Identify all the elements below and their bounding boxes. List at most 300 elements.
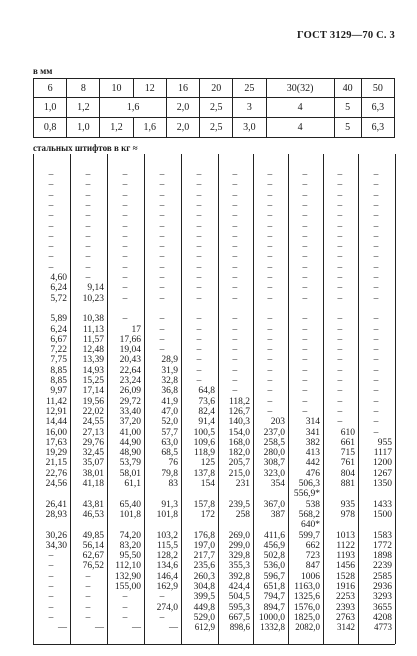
mass-value: 5,72 <box>50 293 67 304</box>
mass-value: – <box>159 231 165 242</box>
mass-value: 9,97 <box>50 386 67 397</box>
mass-value: – <box>373 180 379 191</box>
mass-value: 91,4 <box>198 417 215 428</box>
mass-value: 1000,0 <box>258 612 285 623</box>
mass-value: – <box>159 262 165 273</box>
mass-value: – <box>232 180 238 191</box>
mass-value: – <box>232 170 238 180</box>
footer-value: — <box>95 622 104 633</box>
mass-value: – <box>267 231 273 242</box>
mass-value: 83,20 <box>119 540 141 551</box>
mass-value: – <box>159 314 165 325</box>
footer-value: — <box>169 622 178 633</box>
mass-value: 392,8 <box>228 571 250 582</box>
mass-value: – <box>196 231 202 242</box>
mass-value: 2585 <box>373 571 392 582</box>
mass-value: 7,22 <box>50 345 67 356</box>
mass-value: – <box>373 231 379 242</box>
mass-value: 140,3 <box>228 417 250 428</box>
mass-value: – <box>302 345 308 356</box>
mass-value: – <box>196 170 202 180</box>
mass-value: – <box>232 345 238 356</box>
column-divider <box>395 154 396 644</box>
mass-value: – <box>159 180 165 191</box>
mass-value: – <box>232 200 238 211</box>
mass-value: 10,23 <box>82 293 104 304</box>
mass-value: 115,5 <box>156 540 178 551</box>
mass-value: – <box>302 170 308 180</box>
mass-value: – <box>302 386 308 397</box>
mass-value: – <box>267 221 273 232</box>
mass-value: 715 <box>340 448 355 459</box>
mass-value: 32,45 <box>82 448 104 459</box>
mass-value: – <box>267 396 273 407</box>
mass-value: 118,2 <box>228 396 250 407</box>
mass-value: – <box>302 334 308 345</box>
mass-value: 367,0 <box>263 499 285 510</box>
footer-value: — <box>58 622 67 633</box>
mass-value: 17 <box>131 324 141 335</box>
mass-value: – <box>232 252 238 263</box>
table-cell: 16 <box>166 79 199 98</box>
mass-value: 274,0 <box>156 602 178 613</box>
mass-value: – <box>85 242 91 253</box>
dimensions-table <box>33 78 395 138</box>
mass-value: 8,85 <box>50 376 67 386</box>
mass-value: – <box>337 365 343 376</box>
mass-value: 502,8 <box>263 551 285 562</box>
mass-value: 91,3 <box>161 499 178 510</box>
mass-value: 2239 <box>373 561 392 572</box>
mass-value: – <box>337 417 343 428</box>
mass-value: 529,0 <box>193 612 215 623</box>
mass-value: – <box>196 221 202 232</box>
mass-value: – <box>302 396 308 407</box>
mass-value: – <box>337 180 343 191</box>
mass-value: 95,50 <box>119 551 141 562</box>
mass-value: – <box>122 200 128 211</box>
mass-value: – <box>267 211 273 222</box>
mass-value: 354 <box>270 479 285 489</box>
mass-value: 1200 <box>373 458 392 469</box>
mass-value: – <box>302 324 308 335</box>
mass-value: 22,76 <box>45 468 67 479</box>
mass-value: – <box>122 592 128 603</box>
mass-value: – <box>85 221 91 232</box>
mass-value: 568,2 <box>298 509 320 520</box>
mass-value: 24,56 <box>45 479 67 489</box>
mass-value: – <box>337 376 343 386</box>
mass-value: – <box>337 221 343 232</box>
mass-value: 10,38 <box>82 314 104 325</box>
mass-value: 17,63 <box>45 437 67 448</box>
mass-value: – <box>373 417 379 428</box>
mass-value: 449,8 <box>193 602 215 613</box>
mass-value: – <box>302 211 308 222</box>
mass-value: 82,4 <box>198 406 215 417</box>
mass-value: 28,9 <box>161 355 178 366</box>
mass-value: 203 <box>270 417 285 428</box>
table-cell: 12 <box>133 79 166 98</box>
mass-value: 231 <box>235 479 250 489</box>
mass-value: – <box>48 242 54 253</box>
mass-value: 47,0 <box>161 406 178 417</box>
mass-value: – <box>159 334 165 345</box>
mass-value: – <box>48 582 54 592</box>
mass-value: – <box>159 273 165 283</box>
mass-value: 387 <box>270 509 285 520</box>
mass-value: 118,9 <box>193 448 215 459</box>
mass-value: – <box>122 170 128 180</box>
mass-value: – <box>267 180 273 191</box>
mass-value: – <box>85 211 91 222</box>
mass-value: – <box>302 190 308 201</box>
mass-value: 413 <box>305 448 320 459</box>
table-cell: 1,2 <box>100 118 133 138</box>
mass-value: 847 <box>305 561 320 572</box>
radius-row <box>34 118 395 138</box>
mass-value: – <box>302 283 308 294</box>
mass-value: – <box>337 200 343 211</box>
table-cell: 5 <box>334 98 361 118</box>
mass-value: 4,60 <box>50 273 67 283</box>
mass-value: – <box>337 314 343 325</box>
mass-value: 49,85 <box>82 530 104 541</box>
mass-value: 955 <box>377 437 392 448</box>
mass-value: 19,04 <box>119 345 141 356</box>
mass-value: – <box>302 262 308 273</box>
mass-value: – <box>48 551 54 562</box>
mass-value: 146,4 <box>156 571 178 582</box>
table-cell: 1,0 <box>67 118 100 138</box>
mass-value: – <box>196 180 202 191</box>
mass-value: – <box>196 273 202 283</box>
footer-value: 1332,8 <box>260 622 285 633</box>
mass-value: 28,93 <box>45 509 67 520</box>
table-cell: 1,2 <box>67 98 100 118</box>
mass-value: – <box>196 283 202 294</box>
mass-value: – <box>302 180 308 191</box>
mass-value: 34,30 <box>45 540 67 551</box>
table-cell: 3 <box>233 98 266 118</box>
table-cell: 10 <box>100 79 133 98</box>
mass-value: 978 <box>340 509 355 520</box>
mass-value: 43,81 <box>82 499 104 510</box>
footer-value: 4773 <box>374 622 392 633</box>
mass-value: – <box>159 190 165 201</box>
mass-value: – <box>159 252 165 263</box>
mass-value: 761 <box>340 458 355 469</box>
mass-value: 881 <box>340 479 355 489</box>
mass-value: – <box>337 190 343 201</box>
table-cell: 40 <box>334 79 361 98</box>
diameter-row <box>34 79 395 98</box>
mass-value: 154 <box>200 479 215 489</box>
mass-value: 804 <box>340 468 355 479</box>
table-cell: 50 <box>361 79 394 98</box>
mass-value: 20,43 <box>119 355 141 366</box>
mass-value: 83 <box>168 479 178 489</box>
mass-value: – <box>232 221 238 232</box>
table-cell: 2,5 <box>200 98 233 118</box>
mass-value: 197,0 <box>193 540 215 551</box>
mass-value: 1528 <box>336 571 355 582</box>
mass-value: – <box>267 200 273 211</box>
mass-value: 38,01 <box>82 468 104 479</box>
mass-value: 239,5 <box>228 499 250 510</box>
mass-value: 504,5 <box>228 592 250 603</box>
mass-value: 176,8 <box>193 530 215 541</box>
mass-value: 258,5 <box>263 437 285 448</box>
mass-value: 36,8 <box>161 386 178 397</box>
mass-value: – <box>267 242 273 253</box>
mass-value: – <box>48 200 54 211</box>
mass-value: 258 <box>235 509 250 520</box>
mass-value: – <box>159 612 165 623</box>
mass-value: 126,7 <box>228 406 250 417</box>
mass-value: – <box>267 190 273 201</box>
mass-value: – <box>122 190 128 201</box>
mass-value: 41,18 <box>82 479 104 489</box>
mass-value: – <box>302 221 308 232</box>
mass-value: 15,25 <box>82 376 104 386</box>
mass-value: 58,01 <box>119 468 141 479</box>
mass-value: – <box>373 273 379 283</box>
mass-value: 172 <box>200 509 215 520</box>
mass-value: 30,26 <box>45 530 67 541</box>
mass-value: – <box>337 324 343 335</box>
mass-value: – <box>302 231 308 242</box>
mass-value: – <box>337 273 343 283</box>
mass-value: 595,3 <box>228 602 250 613</box>
mass-value: 299,0 <box>228 540 250 551</box>
mass-value: 14,93 <box>82 365 104 376</box>
mass-value: – <box>85 200 91 211</box>
mass-value: 17,14 <box>82 386 104 397</box>
mass-value: 31,9 <box>161 365 178 376</box>
mass-value: – <box>48 612 54 623</box>
mass-value: – <box>122 273 128 283</box>
mass-value: – <box>373 242 379 253</box>
mass-value: – <box>85 180 91 191</box>
mass-value: – <box>302 406 308 417</box>
mass-value: – <box>122 231 128 242</box>
mass-value: 157,8 <box>193 499 215 510</box>
mass-value: 640* <box>301 520 320 531</box>
mass-value: – <box>122 283 128 294</box>
mass-value: – <box>85 582 91 592</box>
mass-value: 1006 <box>301 571 320 582</box>
mass-value: 57,7 <box>161 427 178 438</box>
mass-value: – <box>373 221 379 232</box>
mass-value: 11,42 <box>45 396 67 407</box>
mass-value: – <box>267 376 273 386</box>
mass-value: – <box>159 283 165 294</box>
mass-value: 76,52 <box>82 561 104 572</box>
mass-value: – <box>373 376 379 386</box>
mass-value: – <box>85 612 91 623</box>
table-cell: 3,0 <box>233 118 266 138</box>
mass-value: 154,0 <box>228 427 250 438</box>
mass-value: – <box>196 365 202 376</box>
mass-value: – <box>267 170 273 180</box>
mass-value: 341 <box>305 427 320 438</box>
mass-value: 11,13 <box>82 324 104 335</box>
mass-value: – <box>267 345 273 356</box>
mass-value: 32,8 <box>161 376 178 386</box>
mass-value: 411,6 <box>263 530 285 541</box>
mass-value: 27,13 <box>82 427 104 438</box>
mass-value: – <box>373 262 379 273</box>
mass-value: 610 <box>340 427 355 438</box>
mass-value: 22,64 <box>119 365 141 376</box>
mass-value: 1433 <box>373 499 392 510</box>
mass-value: 442 <box>305 458 320 469</box>
mass-value: 26,41 <box>45 499 67 510</box>
mass-value: – <box>48 252 54 263</box>
mass-value: 73,6 <box>198 396 215 407</box>
mass-value: 182,0 <box>228 448 250 459</box>
table-cell: 25 <box>233 79 266 98</box>
mass-value: – <box>48 180 54 191</box>
mass-value: – <box>232 293 238 304</box>
mass-value: 155,00 <box>114 582 141 592</box>
mass-value: – <box>196 376 202 386</box>
mass-value: – <box>337 334 343 345</box>
mass-value: – <box>337 386 343 397</box>
mass-value: 112,10 <box>115 561 141 572</box>
mass-value: – <box>85 252 91 263</box>
mass-value: 48,90 <box>119 448 141 459</box>
mass-value: 16,00 <box>45 427 67 438</box>
mass-value: 64,8 <box>198 386 215 397</box>
mass-value: – <box>85 273 91 283</box>
footer-value: 898,6 <box>229 622 250 633</box>
mass-value: 6,24 <box>50 283 67 294</box>
table-cell: 6,3 <box>361 98 394 118</box>
mass-value: – <box>48 602 54 613</box>
mass-value: – <box>85 262 91 273</box>
mass-value: 2763 <box>336 612 355 623</box>
mass-value: – <box>196 190 202 201</box>
mass-value: – <box>48 592 54 603</box>
mass-value: 79,8 <box>161 468 178 479</box>
mass-value: – <box>122 252 128 263</box>
mass-value: – <box>267 252 273 263</box>
mass-value: 215,0 <box>228 468 250 479</box>
mass-value: – <box>159 170 165 180</box>
footer-value: 2082,0 <box>295 622 320 633</box>
mass-value: – <box>48 190 54 201</box>
mass-value: – <box>302 293 308 304</box>
mass-value: – <box>267 334 273 345</box>
mass-value: 355,3 <box>228 561 250 572</box>
mass-value: 128,2 <box>156 551 178 562</box>
mass-value: 1163,0 <box>294 582 320 592</box>
mass-value: – <box>122 211 128 222</box>
mass-value: 41,9 <box>161 396 178 407</box>
mass-value: – <box>373 427 379 438</box>
mass-value: 12,91 <box>45 406 67 417</box>
mass-value: – <box>373 252 379 263</box>
mass-value: 662 <box>305 540 320 551</box>
mass-table <box>33 154 395 645</box>
mass-value: – <box>232 365 238 376</box>
mass-value: – <box>196 262 202 273</box>
mass-value: 22,02 <box>82 406 104 417</box>
mass-value: – <box>373 190 379 201</box>
mass-value: 6,67 <box>50 334 67 345</box>
mass-value: 26,09 <box>119 386 141 397</box>
mass-value: – <box>122 314 128 325</box>
mass-value: 304,8 <box>193 582 215 592</box>
mass-value: 13,39 <box>82 355 104 366</box>
mass-value: 1456 <box>336 561 355 572</box>
mass-value: – <box>232 386 238 397</box>
table-cell: 6 <box>34 79 67 98</box>
mass-value: – <box>232 376 238 386</box>
mass-caption: стальных штифтов в кг ≈ <box>33 143 138 153</box>
mass-value: 536,0 <box>263 561 285 572</box>
mass-value: – <box>267 283 273 294</box>
mass-value: 21,15 <box>45 458 67 469</box>
mass-value: 1898 <box>373 551 392 562</box>
mass-value: – <box>232 211 238 222</box>
mass-value: 68,5 <box>161 448 178 459</box>
table-cell: 8 <box>67 79 100 98</box>
mass-value: 134,6 <box>156 561 178 572</box>
mass-value: – <box>159 221 165 232</box>
mass-value: – <box>337 345 343 356</box>
mass-value: – <box>373 200 379 211</box>
mass-value: – <box>267 386 273 397</box>
mass-value: – <box>337 211 343 222</box>
mass-value: 3655 <box>373 602 392 613</box>
mass-value: 205,7 <box>228 458 250 469</box>
mass-value: – <box>302 314 308 325</box>
mass-value: – <box>159 293 165 304</box>
mass-value: 23,24 <box>119 376 141 386</box>
mass-value: 137,8 <box>193 468 215 479</box>
mass-value: 11,57 <box>82 334 104 345</box>
mass-value: – <box>267 324 273 335</box>
mass-value: 29,72 <box>119 396 141 407</box>
mass-value: – <box>48 211 54 222</box>
mass-value: 596,7 <box>263 571 285 582</box>
mass-value: 661 <box>340 437 355 448</box>
mass-value: – <box>267 273 273 283</box>
mass-value: 2253 <box>336 592 355 603</box>
mass-value: – <box>267 355 273 366</box>
mass-value: 19,29 <box>45 448 67 459</box>
mass-value: – <box>373 211 379 222</box>
mass-value: 29,76 <box>82 437 104 448</box>
mass-value: 235,6 <box>193 561 215 572</box>
mass-value: 2393 <box>336 602 355 613</box>
mass-value: – <box>373 283 379 294</box>
mass-value: – <box>159 211 165 222</box>
footer-value: — <box>132 622 141 633</box>
mass-value: – <box>232 262 238 273</box>
mass-value: – <box>159 324 165 335</box>
mass-value: – <box>85 592 91 603</box>
mass-value: – <box>48 561 54 572</box>
mass-value: – <box>232 190 238 201</box>
mass-value: 894,7 <box>263 602 285 613</box>
mass-value: 33,40 <box>119 406 141 417</box>
mass-value: 109,6 <box>193 437 215 448</box>
mass-value: – <box>122 221 128 232</box>
